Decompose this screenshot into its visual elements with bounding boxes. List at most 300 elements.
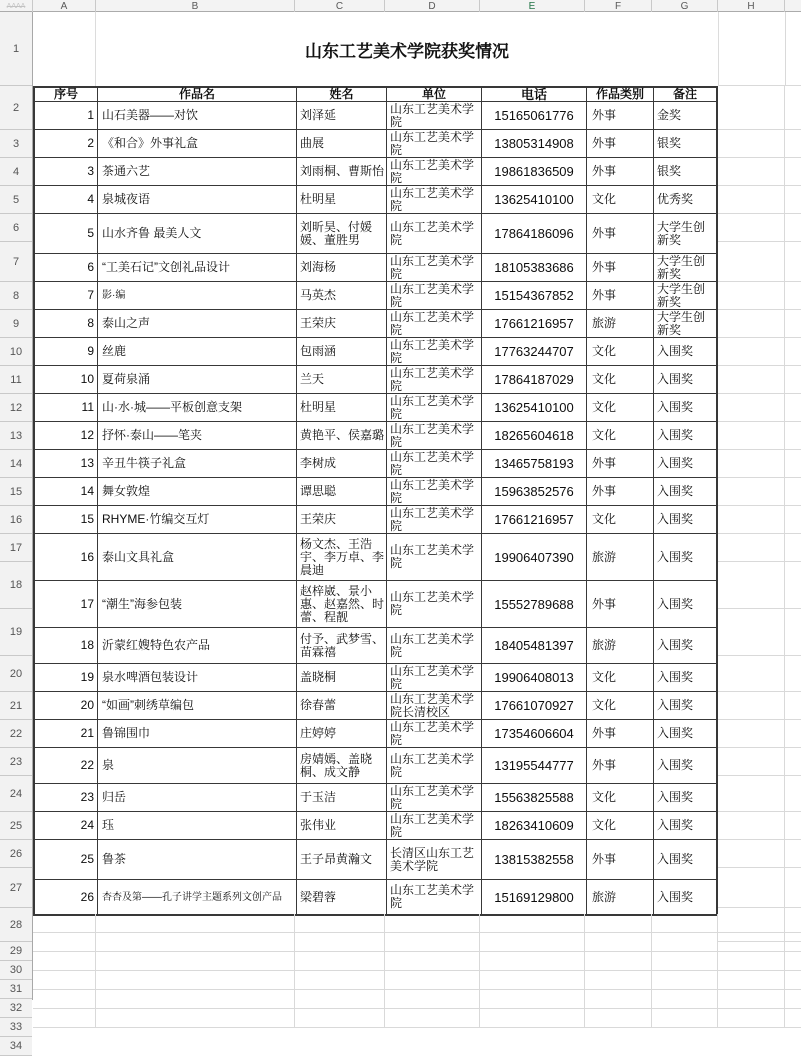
empty-row-31[interactable]	[33, 952, 801, 971]
cell-unit[interactable]: 山东工艺美术学院	[387, 581, 482, 627]
row-header-34[interactable]: 34	[0, 1037, 32, 1056]
cell-index[interactable]: 3	[35, 158, 98, 185]
empty-cell-row-12[interactable]	[718, 394, 801, 422]
column-header-H[interactable]: H	[718, 0, 785, 12]
row-header-18[interactable]: 18	[0, 562, 32, 609]
cell-index[interactable]: 7	[35, 282, 98, 309]
cell-work[interactable]: 泉水啤酒包装设计	[98, 664, 297, 691]
empty-cell-row-25[interactable]	[718, 812, 801, 840]
cell-index[interactable]: 12	[35, 422, 98, 449]
row-header-10[interactable]: 10	[0, 338, 32, 366]
cell-category[interactable]: 文化	[587, 784, 654, 811]
header-remark[interactable]: 备注	[672, 87, 697, 101]
cell-name[interactable]: 谭思聪	[297, 478, 387, 505]
cell-remark[interactable]: 入围奖	[657, 428, 694, 442]
row-header-31[interactable]: 31	[0, 980, 32, 999]
table-row	[35, 534, 716, 581]
table-row	[35, 812, 716, 840]
cell-phone[interactable]: 18263410609	[482, 812, 587, 839]
column-header-D[interactable]: D	[385, 0, 480, 12]
cell-index[interactable]: 16	[35, 534, 98, 580]
cell-phone[interactable]: 13465758193	[482, 450, 587, 477]
title-row	[33, 12, 718, 86]
empty-cell-row-1[interactable]	[718, 12, 801, 86]
cell-remark[interactable]: 金奖	[657, 108, 682, 122]
cell-phone[interactable]: 19861836509	[482, 158, 587, 185]
cell-unit[interactable]: 山东工艺美术学院	[387, 394, 482, 421]
cell-phone[interactable]: 17864187029	[482, 366, 587, 393]
cell-phone[interactable]: 13195544777	[482, 748, 587, 783]
empty-cell-row-3[interactable]	[718, 130, 801, 158]
table-row	[35, 338, 716, 366]
row-header-15[interactable]: 15	[0, 478, 32, 506]
row-header-8[interactable]: 8	[0, 282, 32, 310]
cell-index[interactable]: 25	[35, 840, 98, 879]
cell-remark[interactable]: 银奖	[657, 136, 682, 150]
cell-work[interactable]: “如画”刺绣草编包	[98, 692, 297, 719]
cell-phone[interactable]: 13625410100	[482, 186, 587, 213]
cell-work[interactable]: 影·编	[98, 282, 297, 309]
cell-work[interactable]: 珏	[98, 812, 297, 839]
header-phone[interactable]: 电话	[482, 88, 587, 101]
cell-phone[interactable]: 15169129800	[482, 880, 587, 914]
row-header-25[interactable]: 25	[0, 812, 32, 840]
row-header-9[interactable]: 9	[0, 310, 32, 338]
select-all-corner[interactable]: AAAA	[0, 0, 33, 12]
cell-unit[interactable]: 山东工艺美术学院	[387, 158, 482, 185]
table-row	[35, 186, 716, 214]
empty-cell-row-2[interactable]	[718, 86, 801, 130]
cell-unit[interactable]: 山东工艺美术学院	[387, 214, 482, 253]
cell-category[interactable]: 文化	[587, 812, 654, 839]
cell-name[interactable]: 刘雨桐、曹斯怡	[297, 158, 387, 185]
cell-work[interactable]: 《和合》外事礼盒	[98, 130, 297, 157]
cell-remark[interactable]: 入围奖	[657, 818, 694, 832]
table-row	[35, 692, 716, 720]
column-header-A[interactable]: A	[33, 0, 96, 12]
cell-category[interactable]: 外事	[587, 450, 654, 477]
row-header-16[interactable]: 16	[0, 506, 32, 534]
cell-phone[interactable]: 19906407390	[482, 534, 587, 580]
row-header-17[interactable]: 17	[0, 534, 32, 562]
cell-phone[interactable]: 13805314908	[482, 130, 587, 157]
table-row	[35, 130, 716, 158]
cell-index[interactable]: 18	[35, 628, 98, 663]
empty-cell-row-17[interactable]	[718, 534, 801, 562]
cell-work[interactable]: 鲁锦围巾	[98, 720, 297, 747]
cell-category[interactable]: 文化	[587, 394, 654, 421]
cell-unit[interactable]: 山东工艺美术学院	[387, 130, 482, 157]
row-header-19[interactable]: 19	[0, 609, 32, 656]
cell-remark[interactable]: 入围奖	[657, 852, 694, 866]
cell-remark[interactable]: 大学生创新奖	[657, 281, 706, 309]
empty-cell-row-26[interactable]	[718, 840, 801, 868]
table-row	[35, 880, 716, 914]
cell-unit[interactable]: 山东工艺美术学院	[387, 310, 482, 337]
table-row	[35, 254, 716, 282]
table-row	[35, 581, 716, 628]
cell-phone[interactable]: 13815382558	[482, 840, 587, 879]
table-row	[35, 506, 716, 534]
cell-unit[interactable]: 山东工艺美术学院	[387, 478, 482, 505]
cell-work[interactable]: 杏杏及第——孔子讲学主题系列文创产品	[98, 880, 297, 914]
empty-cell-row-19[interactable]	[718, 609, 801, 656]
cell-work[interactable]: 夏荷泉涌	[98, 366, 297, 393]
cell-index[interactable]: 26	[35, 880, 98, 914]
cell-work[interactable]: 泉	[98, 748, 297, 783]
cell-remark[interactable]: 入围奖	[657, 456, 694, 470]
cell-work[interactable]: 丝鹿	[98, 338, 297, 365]
cell-unit[interactable]: 山东工艺美术学院	[387, 338, 482, 365]
cell-unit[interactable]: 山东工艺美术学院	[387, 422, 482, 449]
cell-category[interactable]: 文化	[587, 506, 654, 533]
cell-category[interactable]: 旅游	[587, 880, 654, 914]
cell-remark[interactable]: 入围奖	[657, 698, 694, 712]
table-row	[35, 840, 716, 880]
table-row	[35, 214, 716, 254]
row-header-24[interactable]: 24	[0, 776, 32, 812]
cell-name[interactable]: 刘泽延	[297, 102, 387, 129]
cell-work[interactable]: 抒怀·泰山——笔夹	[98, 422, 297, 449]
column-header-strip	[0, 0, 801, 12]
cell-index[interactable]: 11	[35, 394, 98, 421]
cell-unit[interactable]: 山东工艺美术学院	[387, 880, 482, 914]
cell-phone[interactable]: 17763244707	[482, 338, 587, 365]
cell-work[interactable]: RHYME·竹编交互灯	[98, 506, 297, 533]
cell-unit[interactable]: 山东工艺美术学院	[387, 102, 482, 129]
cell-name[interactable]: 刘昕昊、付媛媛、董胜男	[297, 214, 387, 253]
cell-index[interactable]: 2	[35, 130, 98, 157]
cell-remark[interactable]: 入围奖	[657, 596, 694, 611]
cell-category[interactable]: 外事	[587, 214, 654, 253]
column-header-B[interactable]: B	[96, 0, 295, 12]
header-name[interactable]: 姓名	[297, 88, 387, 101]
cell-unit[interactable]: 山东工艺美术学院	[387, 748, 482, 783]
cell-name[interactable]: 兰天	[297, 366, 387, 393]
cell-unit[interactable]: 山东工艺美术学院	[387, 720, 482, 747]
row-header-1[interactable]: 1	[0, 12, 32, 86]
cell-work[interactable]: “工美石记”文创礼品设计	[98, 254, 297, 281]
cell-name[interactable]: 徐春蕾	[297, 692, 387, 719]
cell-phone[interactable]: 17661216957	[482, 506, 587, 533]
cell-phone[interactable]: 17661216957	[482, 310, 587, 337]
header-unit[interactable]: 单位	[387, 88, 482, 101]
cell-index[interactable]: 4	[35, 186, 98, 213]
cell-unit[interactable]: 山东工艺美术学院	[387, 186, 482, 213]
table-row	[35, 282, 716, 310]
empty-cell-row-27[interactable]	[718, 868, 801, 908]
cell-index[interactable]: 17	[35, 581, 98, 627]
cell-name[interactable]: 杨文杰、王浩宇、李万卓、李晨迪	[297, 534, 387, 580]
empty-cell-row-14[interactable]	[718, 450, 801, 478]
cell-phone[interactable]: 15552789688	[482, 581, 587, 627]
cell-category[interactable]: 外事	[587, 840, 654, 879]
cell-remark[interactable]: 入围奖	[657, 790, 694, 804]
table-row	[35, 450, 716, 478]
cell-remark[interactable]: 入围奖	[657, 512, 694, 526]
empty-row-30[interactable]	[33, 933, 801, 952]
cell-work[interactable]: 鲁茶	[98, 840, 297, 879]
row-header-gutter	[0, 12, 33, 1052]
cell-name[interactable]: 李树成	[297, 450, 387, 477]
empty-row-32[interactable]	[33, 971, 801, 990]
cell-name[interactable]: 王荣庆	[297, 310, 387, 337]
cell-work[interactable]: 山水齐鲁 最美人文	[98, 214, 297, 253]
cell-work[interactable]: 山石美器——对饮	[98, 102, 297, 129]
empty-cell-row-20[interactable]	[718, 656, 801, 692]
cell-name[interactable]: 王荣庆	[297, 506, 387, 533]
empty-cell-row-24[interactable]	[718, 776, 801, 812]
row-header-12[interactable]: 12	[0, 394, 32, 422]
cell-remark[interactable]: 入围奖	[657, 549, 694, 564]
cell-name[interactable]: 包雨涵	[297, 338, 387, 365]
cell-name[interactable]: 杜明星	[297, 186, 387, 213]
cell-phone[interactable]: 15154367852	[482, 282, 587, 309]
cell-unit[interactable]: 山东工艺美术学院	[387, 812, 482, 839]
cell-category[interactable]: 外事	[587, 581, 654, 627]
cell-phone[interactable]: 17864186096	[482, 214, 587, 253]
row-header-11[interactable]: 11	[0, 366, 32, 394]
cell-remark[interactable]: 入围奖	[657, 726, 694, 740]
cell-phone[interactable]: 19906408013	[482, 664, 587, 691]
cell-unit[interactable]: 山东工艺美术学院	[387, 534, 482, 580]
cell-category[interactable]: 外事	[587, 102, 654, 129]
cell-work[interactable]: “潮生”海参包装	[98, 581, 297, 627]
cell-index[interactable]: 5	[35, 214, 98, 253]
row-header-33[interactable]: 33	[0, 1018, 32, 1037]
empty-cell-row-4[interactable]	[718, 158, 801, 186]
empty-cell-row-10[interactable]	[718, 338, 801, 366]
table-row	[35, 628, 716, 664]
cell-unit[interactable]: 山东工艺美术学院	[387, 254, 482, 281]
cell-work[interactable]: 泰山之声	[98, 310, 297, 337]
title-row-cell-a[interactable]	[33, 12, 96, 86]
cell-remark[interactable]: 入围奖	[657, 638, 694, 652]
cell-index[interactable]: 10	[35, 366, 98, 393]
cell-index[interactable]: 23	[35, 784, 98, 811]
cell-category[interactable]: 外事	[587, 720, 654, 747]
table-row	[35, 748, 716, 784]
cell-category[interactable]: 旅游	[587, 534, 654, 580]
cell-name[interactable]: 黄艳平、侯嘉璐	[297, 422, 387, 449]
cell-work[interactable]: 舞女敦煌	[98, 478, 297, 505]
cell-name[interactable]: 盖晓桐	[297, 664, 387, 691]
cell-name[interactable]: 庄婷婷	[297, 720, 387, 747]
empty-cell-row-22[interactable]	[718, 720, 801, 748]
row-header-21[interactable]: 21	[0, 692, 32, 720]
cell-phone[interactable]: 18405481397	[482, 628, 587, 663]
cell-category[interactable]: 文化	[587, 692, 654, 719]
row-header-13[interactable]: 13	[0, 422, 32, 450]
cell-unit[interactable]: 长清区山东工艺美术学院	[387, 840, 482, 879]
empty-cell-row-7[interactable]	[718, 242, 801, 282]
table-row	[35, 158, 716, 186]
column-header-G[interactable]: G	[652, 0, 718, 12]
cell-remark[interactable]: 大学生创新奖	[657, 253, 706, 281]
empty-cell-row-18[interactable]	[718, 562, 801, 609]
cell-name[interactable]: 于玉洁	[297, 784, 387, 811]
cell-name[interactable]: 张伟业	[297, 812, 387, 839]
row-header-20[interactable]: 20	[0, 656, 32, 692]
empty-row-29[interactable]	[33, 914, 801, 933]
empty-cell-row-5[interactable]	[718, 186, 801, 214]
cell-name[interactable]: 杜明星	[297, 394, 387, 421]
cell-work[interactable]: 泰山文具礼盒	[98, 534, 297, 580]
row-header-27[interactable]: 27	[0, 868, 32, 908]
row-header-14[interactable]: 14	[0, 450, 32, 478]
row-header-3[interactable]: 3	[0, 130, 32, 158]
cell-work[interactable]: 沂蒙红嫂特色农产品	[98, 628, 297, 663]
cell-phone[interactable]: 18105383686	[482, 254, 587, 281]
cell-category[interactable]: 文化	[587, 664, 654, 691]
empty-row-34[interactable]	[33, 1009, 801, 1028]
table-header-row	[35, 88, 716, 102]
empty-cell-row-8[interactable]	[718, 282, 801, 310]
empty-cell-row-9[interactable]	[718, 310, 801, 338]
cell-remark[interactable]: 入围奖	[657, 889, 694, 904]
cell-work[interactable]: 茶通六艺	[98, 158, 297, 185]
cell-category[interactable]: 外事	[587, 130, 654, 157]
cell-unit[interactable]: 山东工艺美术学院长清校区	[387, 692, 482, 719]
cell-phone[interactable]: 15563825588	[482, 784, 587, 811]
cell-phone[interactable]: 15963852576	[482, 478, 587, 505]
cell-category[interactable]: 旅游	[587, 628, 654, 663]
header-index[interactable]: 序号	[35, 88, 98, 101]
cell-unit[interactable]: 山东工艺美术学院	[387, 366, 482, 393]
table-row	[35, 664, 716, 692]
awards-table	[33, 86, 718, 916]
empty-cell-row-6[interactable]	[718, 214, 801, 242]
column-header-partial[interactable]	[785, 0, 801, 12]
cell-remark[interactable]: 入围奖	[657, 372, 694, 386]
title-cell[interactable]	[96, 12, 718, 86]
row-header-29[interactable]: 29	[0, 942, 32, 961]
cell-index[interactable]: 20	[35, 692, 98, 719]
cell-remark[interactable]: 大学生创新奖	[657, 219, 706, 247]
cell-work[interactable]: 泉城夜语	[98, 186, 297, 213]
cell-unit[interactable]: 山东工艺美术学院	[387, 784, 482, 811]
cell-unit[interactable]: 山东工艺美术学院	[387, 628, 482, 663]
row-header-28[interactable]: 28	[0, 908, 32, 942]
cell-name[interactable]: 房婧嫣、盖晓桐、成文静	[297, 748, 387, 783]
cell-remark[interactable]: 大学生创新奖	[657, 309, 706, 337]
empty-row-33[interactable]	[33, 990, 801, 1009]
row-header-26[interactable]: 26	[0, 840, 32, 868]
cell-index[interactable]: 6	[35, 254, 98, 281]
cell-category[interactable]: 旅游	[587, 310, 654, 337]
cell-name[interactable]: 梁碧蓉	[297, 880, 387, 914]
cell-category[interactable]: 外事	[587, 478, 654, 505]
cell-remark[interactable]: 入围奖	[657, 484, 694, 498]
empty-cell-row-15[interactable]	[718, 478, 801, 506]
cell-category[interactable]: 文化	[587, 366, 654, 393]
cell-work[interactable]: 归岳	[98, 784, 297, 811]
cell-index[interactable]: 9	[35, 338, 98, 365]
sheet-title: 山东工艺美术学院获奖情况	[305, 41, 509, 61]
cell-name[interactable]: 曲展	[297, 130, 387, 157]
empty-cell-row-11[interactable]	[718, 366, 801, 394]
row-header-4[interactable]: 4	[0, 158, 32, 186]
row-header-22[interactable]: 22	[0, 720, 32, 748]
table-row	[35, 784, 716, 812]
row-header-23[interactable]: 23	[0, 748, 32, 776]
empty-rows	[33, 914, 801, 1028]
cell-index[interactable]: 8	[35, 310, 98, 337]
cell-category[interactable]: 文化	[587, 338, 654, 365]
cell-remark[interactable]: 银奖	[657, 164, 682, 178]
cell-category[interactable]: 外事	[587, 158, 654, 185]
cell-name[interactable]: 刘海杨	[297, 254, 387, 281]
cell-unit[interactable]: 山东工艺美术学院	[387, 282, 482, 309]
cell-category[interactable]: 文化	[587, 186, 654, 213]
cell-index[interactable]: 24	[35, 812, 98, 839]
cell-phone[interactable]: 15165061776	[482, 102, 587, 129]
header-work[interactable]: 作品名	[98, 88, 297, 101]
cell-index[interactable]: 15	[35, 506, 98, 533]
cell-unit[interactable]: 山东工艺美术学院	[387, 450, 482, 477]
cell-unit[interactable]: 山东工艺美术学院	[387, 506, 482, 533]
cell-index[interactable]: 1	[35, 102, 98, 129]
row-header-32[interactable]: 32	[0, 999, 32, 1018]
header-category[interactable]: 作品类别	[587, 88, 654, 101]
row-header-30[interactable]: 30	[0, 961, 32, 980]
column-header-E[interactable]: E	[480, 0, 585, 12]
cell-phone[interactable]: 18265604618	[482, 422, 587, 449]
cell-remark[interactable]: 入围奖	[657, 758, 694, 772]
cell-work[interactable]: 辛丑牛筷子礼盒	[98, 450, 297, 477]
cell-index[interactable]: 13	[35, 450, 98, 477]
empty-cell-row-21[interactable]	[718, 692, 801, 720]
cell-phone[interactable]: 17661070927	[482, 692, 587, 719]
empty-cell-row-23[interactable]	[718, 748, 801, 776]
cell-category[interactable]: 外事	[587, 254, 654, 281]
empty-cell-row-13[interactable]	[718, 422, 801, 450]
row-header-5[interactable]: 5	[0, 186, 32, 214]
row-header-2[interactable]: 2	[0, 86, 32, 130]
side-empty-columns	[718, 12, 801, 942]
cell-index[interactable]: 21	[35, 720, 98, 747]
cell-name[interactable]: 赵梓崴、景小惠、赵嘉然、时蕾、程靓	[297, 581, 387, 627]
table-row	[35, 394, 716, 422]
cell-name[interactable]: 付予、武梦雪、苗霖禧	[297, 628, 387, 663]
cell-remark[interactable]: 入围奖	[657, 670, 694, 684]
empty-cell-row-16[interactable]	[718, 506, 801, 534]
cell-phone[interactable]: 13625410100	[482, 394, 587, 421]
cell-remark[interactable]: 优秀奖	[657, 192, 694, 206]
cell-index[interactable]: 14	[35, 478, 98, 505]
cell-work[interactable]: 山·水·城——平板创意支架	[98, 394, 297, 421]
table-row	[35, 310, 716, 338]
cell-category[interactable]: 外事	[587, 748, 654, 783]
row-header-7[interactable]: 7	[0, 242, 32, 282]
column-header-C[interactable]: C	[295, 0, 385, 12]
cell-remark[interactable]: 入围奖	[657, 400, 694, 414]
cell-remark[interactable]: 入围奖	[657, 344, 694, 358]
table-row	[35, 102, 716, 130]
cell-index[interactable]: 22	[35, 748, 98, 783]
cell-name[interactable]: 马英杰	[297, 282, 387, 309]
cell-category[interactable]: 外事	[587, 282, 654, 309]
cell-name[interactable]: 王子昂黄瀚文	[297, 840, 387, 879]
cell-phone[interactable]: 17354606604	[482, 720, 587, 747]
cell-index[interactable]: 19	[35, 664, 98, 691]
table-row	[35, 720, 716, 748]
cell-category[interactable]: 文化	[587, 422, 654, 449]
cell-unit[interactable]: 山东工艺美术学院	[387, 664, 482, 691]
table-row	[35, 366, 716, 394]
row-header-6[interactable]: 6	[0, 214, 32, 242]
column-header-F[interactable]: F	[585, 0, 652, 12]
